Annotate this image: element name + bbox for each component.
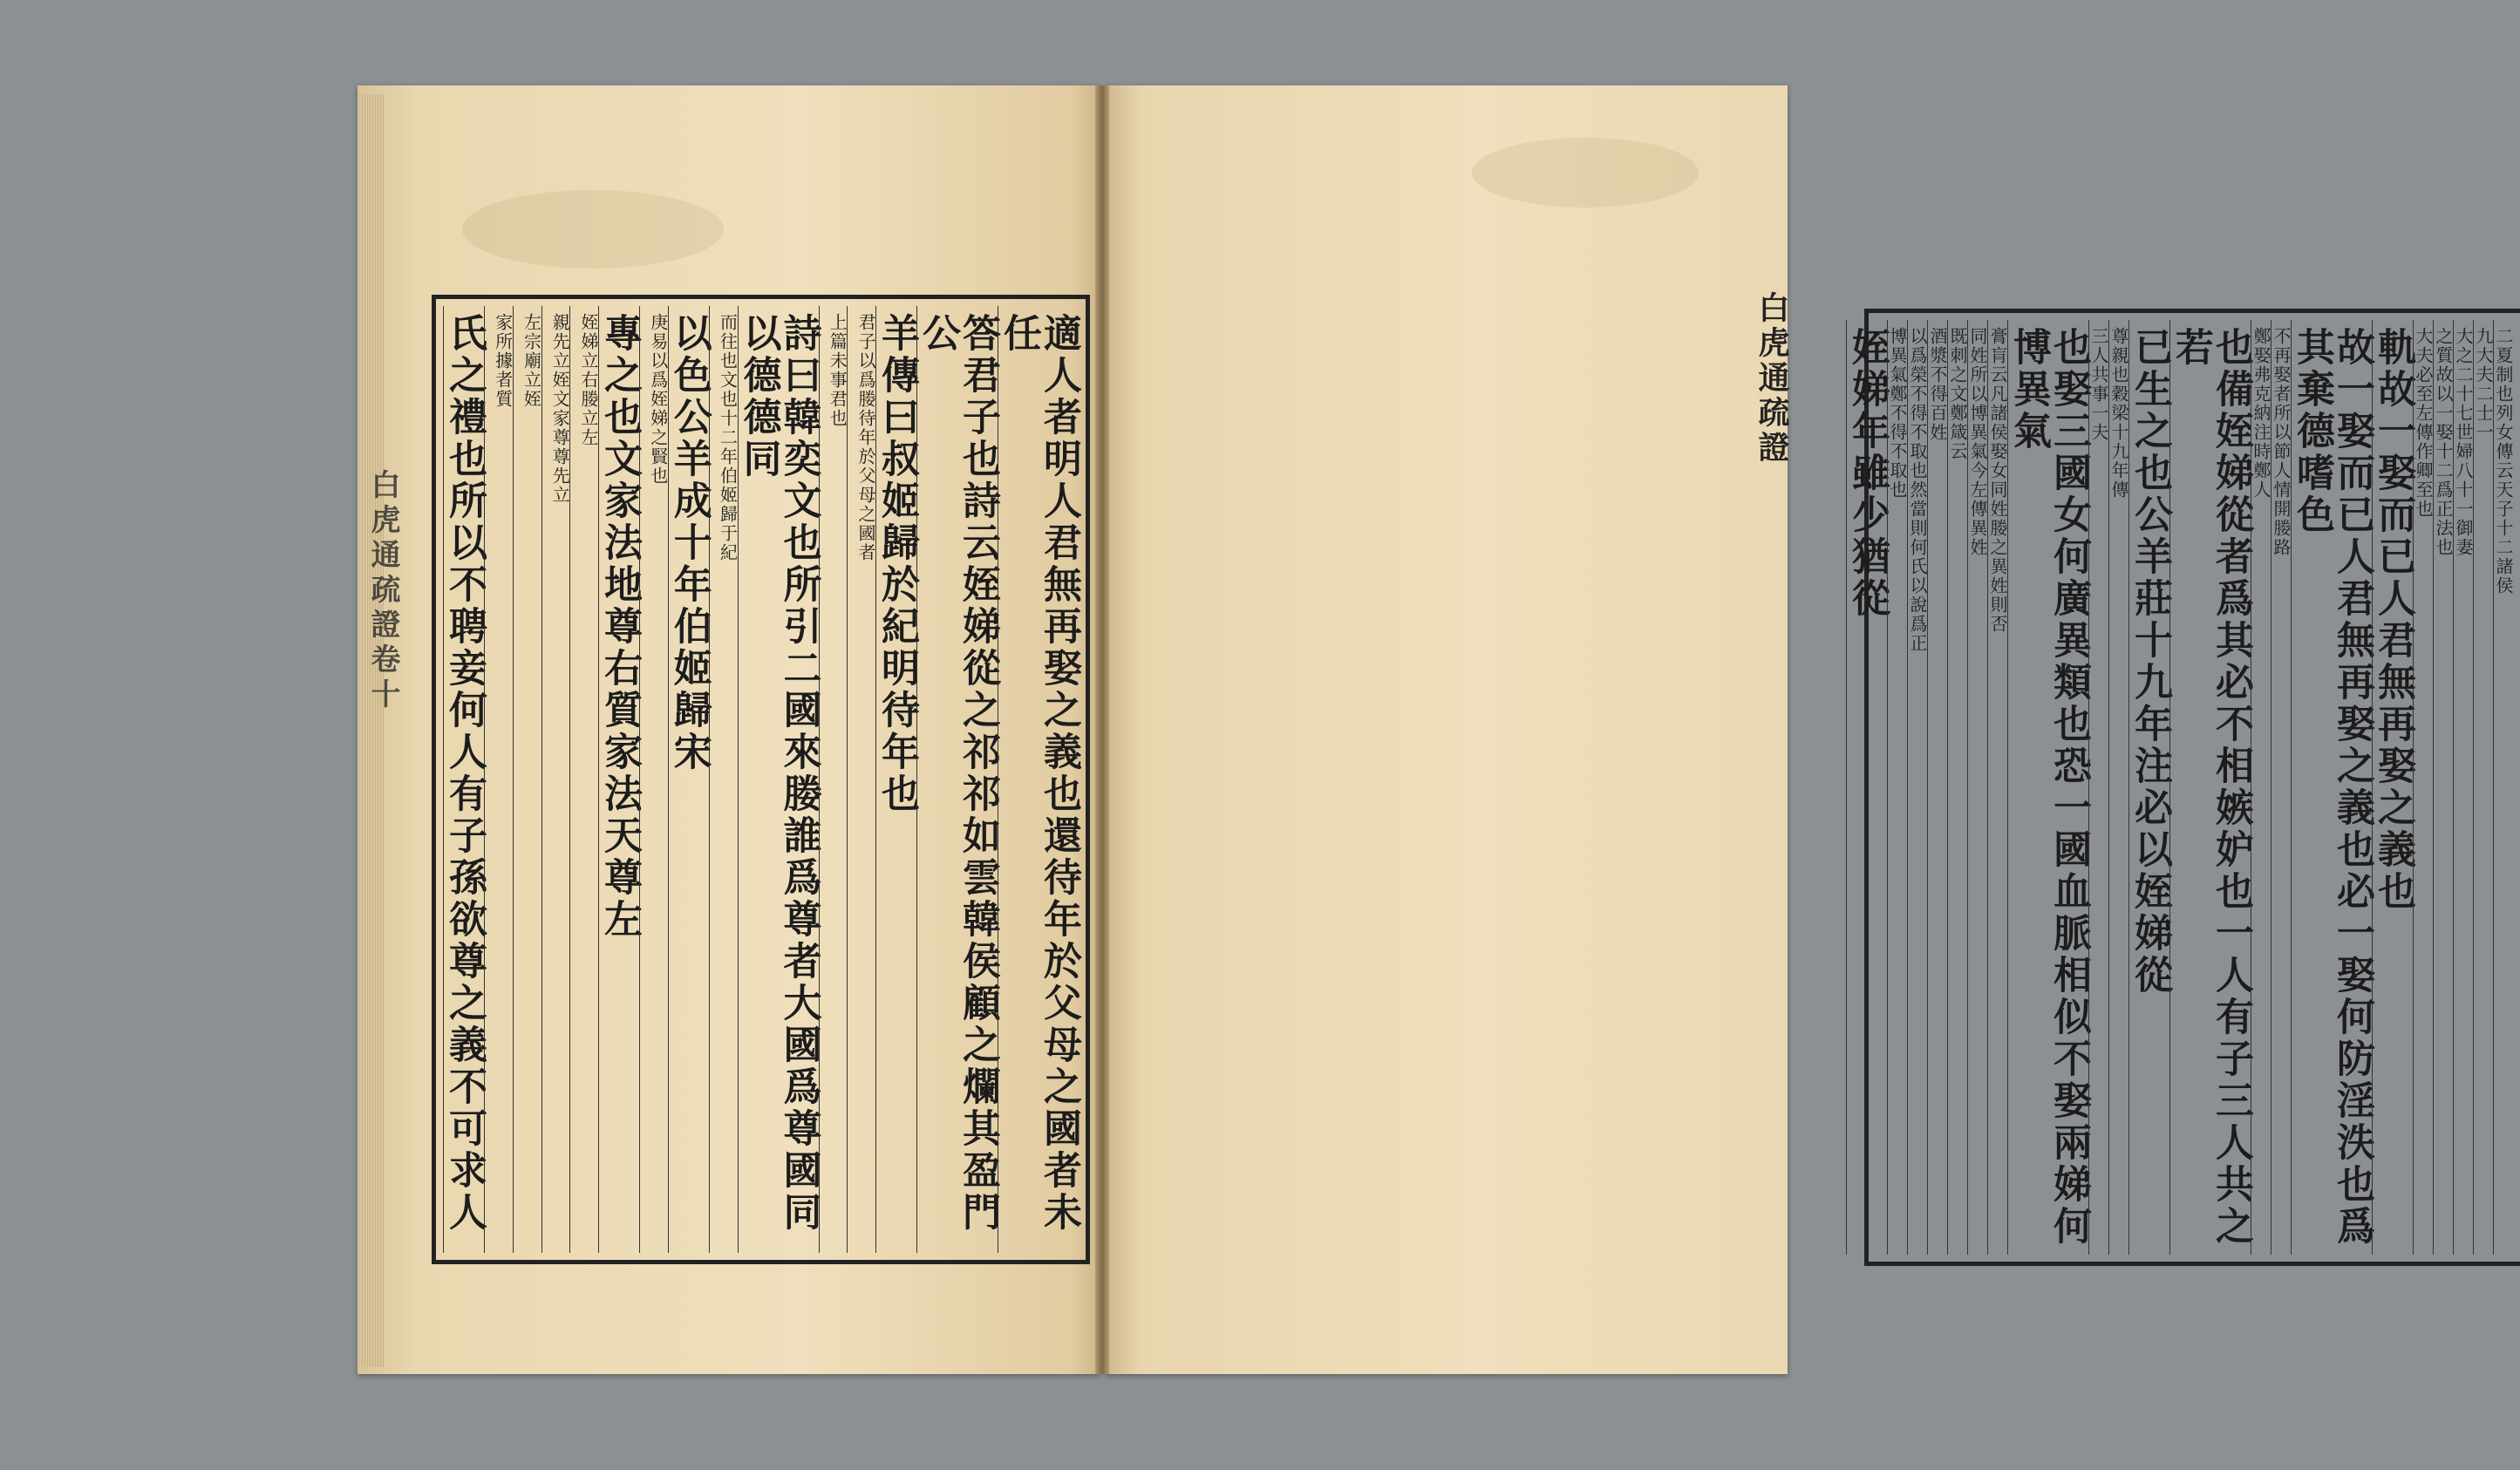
text-column: 以色公羊成十年伯姬歸宋 xyxy=(668,306,709,1253)
open-book xyxy=(358,85,2514,1374)
text-column: 家所據者質 xyxy=(484,306,513,1253)
text-column: 親先立姪文家尊尊先立 xyxy=(541,306,570,1253)
text-column: 詩曰韓奕文也所引二國來媵誰爲尊者大國爲尊國同以德德同 xyxy=(738,306,819,1253)
text-column: 大之二十七世婦八十一御妻 xyxy=(2453,320,2473,1255)
text-column: 氏之禮也所以不聘妾何人有子孫欲尊之義不可求人 xyxy=(443,306,484,1253)
text-column: 尊親也穀梁十九年傳 xyxy=(2108,320,2128,1255)
right-page xyxy=(1106,85,2514,1374)
text-column: 專之也文家法地尊右質家法天尊左 xyxy=(598,306,639,1253)
left-text-frame xyxy=(432,295,1090,1264)
text-column: 博異氣鄭不得不取也 xyxy=(1887,320,1907,1255)
text-column: 而往也文也十二年伯姬歸于紀 xyxy=(709,306,738,1253)
text-column: 也備姪娣從者爲其必不相嫉妒也一人有子三人共之若 xyxy=(2169,320,2251,1255)
text-column: 膏肓云凡諸侯娶女同姓媵之異姓則否 xyxy=(1987,320,2007,1255)
right-text-frame xyxy=(1845,309,2520,1266)
text-column: 同姓所以博異氣今左傳異姓 xyxy=(1967,320,1987,1255)
text-column: 左宗廟立姪 xyxy=(513,306,541,1253)
text-column: 二夏制也列女傳云天子十二諸侯 xyxy=(2493,320,2513,1255)
right-columns xyxy=(1845,320,2514,1255)
text-column: 既刺之文鄭箴云 xyxy=(1947,320,1967,1255)
left-spine-title: 白虎通疏證卷十 xyxy=(365,469,400,713)
text-column: 上篇未事君也 xyxy=(819,306,848,1253)
text-column: 姪娣立右媵立左 xyxy=(569,306,598,1253)
text-column: 羊傳曰叔姬歸於紀明待年也 xyxy=(875,306,916,1253)
text-column: 九大夫二士一 xyxy=(2473,320,2493,1255)
text-column: 大夫必至左傳作卿至也 xyxy=(2413,320,2433,1255)
text-column: 不再娶者所以節人情開媵路 xyxy=(2271,320,2291,1255)
left-page xyxy=(358,85,1100,1374)
text-column: 答君子也詩云姪娣從之祁祁如雲韓侯顧之爛其盈門公 xyxy=(916,306,998,1253)
text-column: 以爲榮不得不取也然當則何氏以說爲正 xyxy=(1907,320,1927,1255)
text-column: 適人者明人君無再娶之義也還待年於父母之國者未任 xyxy=(998,306,1079,1253)
text-column: 酒漿不得百姓 xyxy=(1927,320,1947,1255)
text-column: 軌故一娶而已人君無再娶之義也 xyxy=(2372,320,2413,1255)
text-column: 鄭娶弗克納注時鄭人 xyxy=(2251,320,2271,1255)
text-column: 已生之也公羊莊十九年注必以姪娣從 xyxy=(2128,320,2169,1255)
paper-stain xyxy=(462,190,724,269)
left-columns xyxy=(443,306,1079,1253)
text-column: 三人共事一夫 xyxy=(2088,320,2108,1255)
text-column: 也娶三國女何廣異類也恐一國血脈相似不娶兩娣何博異氣 xyxy=(2007,320,2088,1255)
text-column: 庚易以爲姪娣之賢也 xyxy=(639,306,668,1253)
right-page-header: 白虎通疏證 xyxy=(1754,291,1790,466)
text-column: 姪娣年雖少猶從 xyxy=(1846,320,1887,1255)
book-gutter xyxy=(1095,85,1109,1374)
text-column: 之質故以一娶十二爲正法也 xyxy=(2433,320,2453,1255)
paper-stain xyxy=(1472,138,1699,208)
text-column: 君子以爲媵待年於父母之國者 xyxy=(847,306,875,1253)
text-column: 故一娶而已人君無再娶之義也必一娶何防淫泆也爲其棄德嗜色 xyxy=(2291,320,2372,1255)
